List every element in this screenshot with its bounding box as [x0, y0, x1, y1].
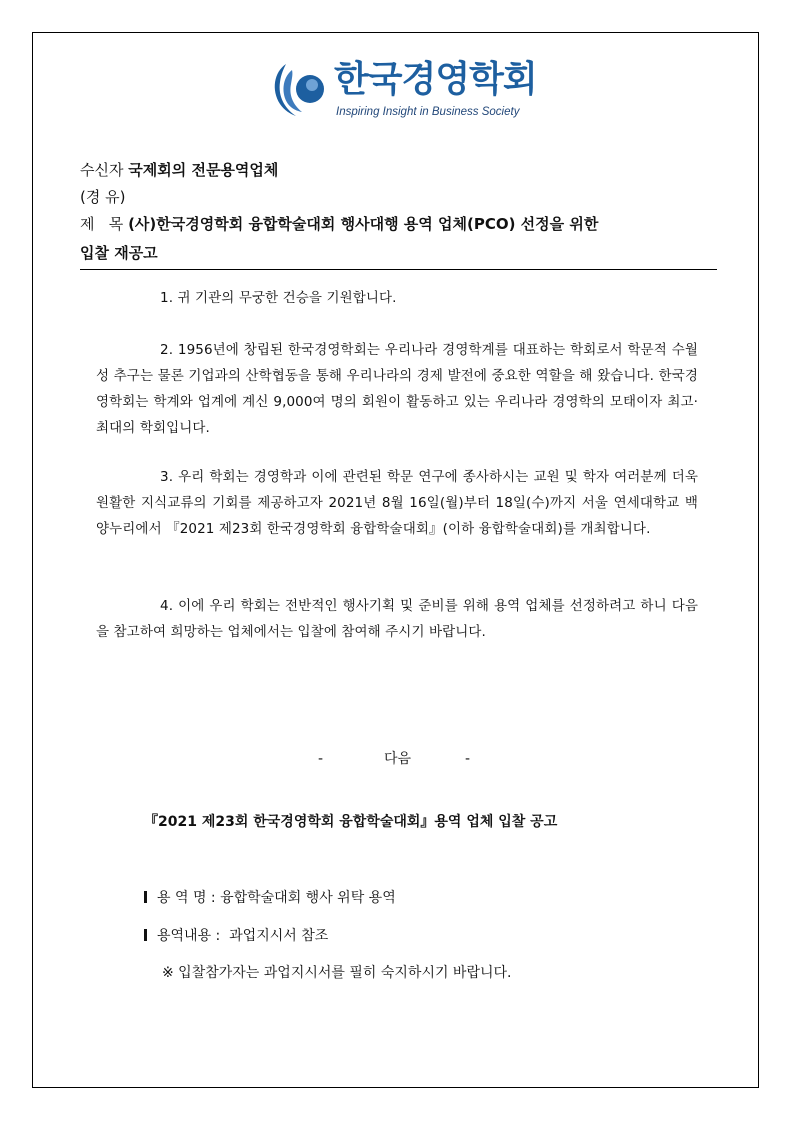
notice-heading: 다음: [384, 751, 412, 767]
document-frame: [32, 32, 759, 1088]
dash-right: -: [465, 751, 471, 767]
bullet-marker: [144, 891, 147, 903]
notice-title: 『2021 제23회 한국경영학회 융합학술대회』용역 업체 입찰 공고: [144, 814, 558, 830]
subject-label: 제 목: [80, 215, 124, 233]
paragraph-4: 4. 이에 우리 학회는 전반적인 행사기획 및 준비를 위해 용역 업체를 선정하려고 하니 다음을 참고하여 희망하는 업체에서는 입찰에 참여해 주시기 바랍니다.: [96, 598, 698, 640]
logo-tagline: Inspiring Insight in Business Society: [336, 106, 520, 118]
notice-note: ※ 입찰참가자는 과업지시서를 필히 숙지하시기 바랍니다.: [162, 965, 512, 981]
via-line: (경 유): [80, 188, 126, 206]
subject-text-line2: 입찰 재공고: [80, 244, 158, 262]
bullet-marker: [144, 929, 147, 941]
header-divider: [80, 269, 717, 270]
recipient-value: 국제회의 전문용역업체: [128, 161, 279, 179]
paragraph-1: 1. 귀 기관의 무궁한 건승을 기원합니다.: [160, 290, 397, 306]
dash-left: -: [318, 751, 324, 767]
service-name-text: 용 역 명 : 융합학술대회 행사 위탁 용역: [157, 890, 396, 906]
list-item-service-name: [144, 887, 396, 909]
paragraph-2: 2. 1956년에 창립된 한국경영학회는 우리나라 경영학계를 대표하는 학회로서 학문적 수월성 추구는 물론 기업과의 산학협동을 통해 우리나라의 경제 발전에 중요한 역할을 해 왔습니다. 한국경영학회는 학계와 업계에 계신 9,000여 명의 회원이 활동하고 있는 우리나라 경영학의 모태이자 최고·최대의 학회입니다.: [96, 342, 698, 436]
recipient-label: 수신자: [80, 161, 124, 179]
society-logo: [268, 58, 538, 130]
list-item-service-content: [144, 925, 328, 947]
recipient-line: [80, 159, 278, 181]
logo-title: 한국경영학회: [334, 59, 537, 100]
subject-continuation: [80, 242, 158, 264]
subject-text-line1: (사)한국경영학회 융합학술대회 행사대행 용역 업체(PCO) 선정을 위한: [128, 215, 599, 233]
subject-line: [80, 213, 598, 235]
kma-crescent-logo-icon: [268, 60, 328, 118]
service-content-text: 용역내용 : 과업지시서 참조: [157, 928, 329, 944]
paragraph-3: 3. 우리 학회는 경영학과 이에 관련된 학문 연구에 종사하시는 교원 및 학자 여러분께 더욱 원활한 지식교류의 기회를 제공하고자 2021년 8월 16일(월)부터 18일(수)까지 서울 연세대학교 백양누리에서 『2021 제23회 한국경영학회 융합학술대회』(이하 융합학술대회)를 개최합니다.: [96, 469, 698, 537]
